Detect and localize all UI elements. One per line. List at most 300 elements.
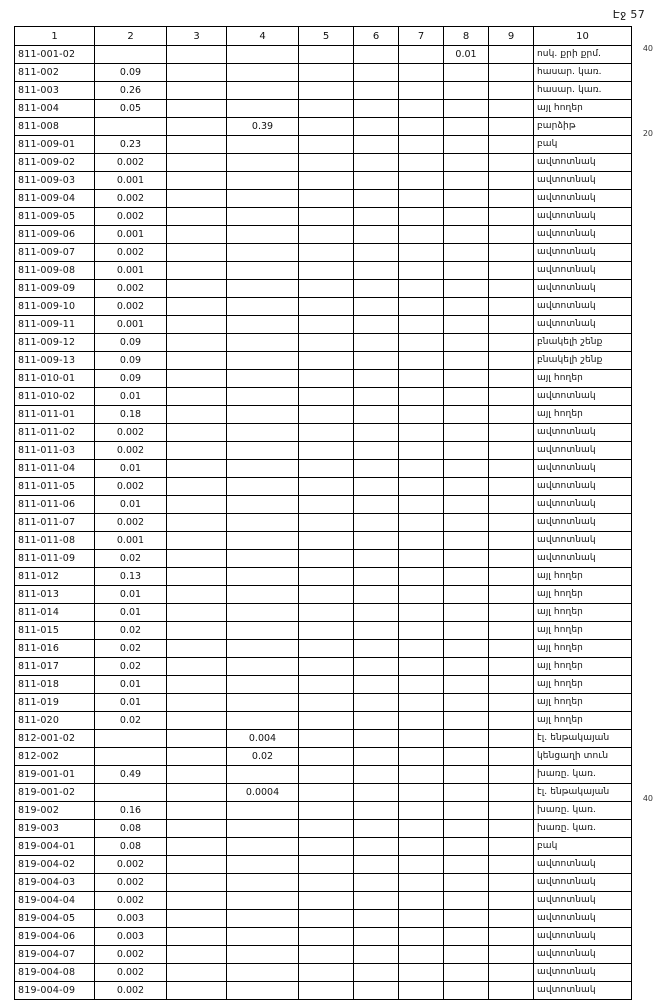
cell-value-5 xyxy=(299,838,354,856)
cell-value-2: 0.002 xyxy=(95,892,167,910)
cell-value-9 xyxy=(489,370,534,388)
cell-value-7 xyxy=(399,352,444,370)
cell-value-7 xyxy=(399,604,444,622)
cell-value-9 xyxy=(489,352,534,370)
cell-value-2: 0.002 xyxy=(95,154,167,172)
cell-value-2: 0.01 xyxy=(95,388,167,406)
cell-value-8 xyxy=(444,928,489,946)
cell-value-5 xyxy=(299,154,354,172)
cell-land-type: կենցաղի տուն xyxy=(534,748,632,766)
cell-value-7 xyxy=(399,298,444,316)
cell-value-7 xyxy=(399,802,444,820)
cell-value-9 xyxy=(489,64,534,82)
cell-value-3 xyxy=(167,568,227,586)
cell-value-5 xyxy=(299,550,354,568)
table-row xyxy=(15,802,632,820)
cell-code: 819-004-03 xyxy=(15,874,95,892)
cell-value-4 xyxy=(227,424,299,442)
cell-value-3 xyxy=(167,694,227,712)
cell-value-3 xyxy=(167,892,227,910)
cell-value-5 xyxy=(299,802,354,820)
cell-value-4: 0.02 xyxy=(227,748,299,766)
cell-value-9 xyxy=(489,262,534,280)
cell-value-8 xyxy=(444,856,489,874)
cell-value-8 xyxy=(444,658,489,676)
cell-value-6 xyxy=(354,514,399,532)
cell-value-7 xyxy=(399,388,444,406)
cell-code: 811-016 xyxy=(15,640,95,658)
table-row xyxy=(15,676,632,694)
cell-land-type: ավտոտնակ xyxy=(534,514,632,532)
cell-value-9 xyxy=(489,622,534,640)
cell-value-9 xyxy=(489,712,534,730)
cell-value-2 xyxy=(95,118,167,136)
cell-value-4 xyxy=(227,676,299,694)
cell-value-2: 0.001 xyxy=(95,262,167,280)
cell-value-5 xyxy=(299,262,354,280)
cell-value-5 xyxy=(299,856,354,874)
cell-code: 819-001-02 xyxy=(15,784,95,802)
cell-land-type: ավտոտնակ xyxy=(534,964,632,982)
cell-value-5 xyxy=(299,892,354,910)
column-header-10: 10 xyxy=(534,27,632,46)
cell-value-6 xyxy=(354,334,399,352)
cell-value-5 xyxy=(299,424,354,442)
cell-value-4 xyxy=(227,46,299,64)
cell-code: 811-009-13 xyxy=(15,352,95,370)
cell-value-2: 0.02 xyxy=(95,712,167,730)
cell-value-6 xyxy=(354,982,399,1000)
cell-value-3 xyxy=(167,388,227,406)
cell-value-6 xyxy=(354,298,399,316)
cell-value-7 xyxy=(399,928,444,946)
cell-value-9 xyxy=(489,748,534,766)
table-row xyxy=(15,82,632,100)
cell-value-4 xyxy=(227,226,299,244)
cell-value-7 xyxy=(399,64,444,82)
cell-value-8 xyxy=(444,496,489,514)
cell-value-4 xyxy=(227,838,299,856)
cell-value-2: 0.003 xyxy=(95,928,167,946)
cell-value-5 xyxy=(299,100,354,118)
cell-value-8 xyxy=(444,262,489,280)
cell-value-3 xyxy=(167,658,227,676)
cell-value-9 xyxy=(489,424,534,442)
cell-code: 819-004-05 xyxy=(15,910,95,928)
cell-land-type: բարձիթ xyxy=(534,118,632,136)
cell-value-5 xyxy=(299,496,354,514)
cell-value-6 xyxy=(354,838,399,856)
column-header-1: 1 xyxy=(15,27,95,46)
cell-value-4 xyxy=(227,982,299,1000)
cell-value-7 xyxy=(399,874,444,892)
cell-value-9 xyxy=(489,730,534,748)
cell-value-5 xyxy=(299,820,354,838)
cell-code: 811-011-04 xyxy=(15,460,95,478)
cell-value-4 xyxy=(227,64,299,82)
cell-value-4 xyxy=(227,856,299,874)
cell-value-9 xyxy=(489,136,534,154)
cell-value-5 xyxy=(299,352,354,370)
cell-code: 819-004-02 xyxy=(15,856,95,874)
cell-value-7 xyxy=(399,154,444,172)
cell-code: 811-008 xyxy=(15,118,95,136)
cell-value-2: 0.002 xyxy=(95,946,167,964)
table-row xyxy=(15,226,632,244)
cell-value-9 xyxy=(489,514,534,532)
cell-value-9 xyxy=(489,316,534,334)
cell-value-3 xyxy=(167,244,227,262)
cell-value-3 xyxy=(167,748,227,766)
cell-code: 811-009-12 xyxy=(15,334,95,352)
cell-value-9 xyxy=(489,604,534,622)
cell-land-type: այլ հողեր xyxy=(534,622,632,640)
cell-land-type: ավտոտնակ xyxy=(534,442,632,460)
cell-value-2: 0.01 xyxy=(95,460,167,478)
cell-value-2: 0.001 xyxy=(95,226,167,244)
cell-value-8 xyxy=(444,784,489,802)
cell-value-5 xyxy=(299,190,354,208)
cell-value-3 xyxy=(167,586,227,604)
cell-land-type: բակ xyxy=(534,136,632,154)
cell-value-8 xyxy=(444,460,489,478)
cell-value-2: 0.003 xyxy=(95,910,167,928)
cell-value-6 xyxy=(354,820,399,838)
cell-value-4 xyxy=(227,712,299,730)
cell-code: 819-002 xyxy=(15,802,95,820)
cell-value-6 xyxy=(354,730,399,748)
cell-land-type: հասար. կառ. xyxy=(534,64,632,82)
cell-value-4 xyxy=(227,172,299,190)
cell-value-8 xyxy=(444,406,489,424)
cell-value-3 xyxy=(167,406,227,424)
cell-value-2 xyxy=(95,784,167,802)
cell-value-5 xyxy=(299,964,354,982)
cell-code: 811-011-08 xyxy=(15,532,95,550)
cell-value-6 xyxy=(354,46,399,64)
table-header xyxy=(15,27,632,46)
cell-value-5 xyxy=(299,388,354,406)
table-row xyxy=(15,118,632,136)
cell-value-6 xyxy=(354,748,399,766)
cell-value-3 xyxy=(167,820,227,838)
table-row xyxy=(15,532,632,550)
cell-value-8 xyxy=(444,730,489,748)
cell-land-type: ավտոտնակ xyxy=(534,892,632,910)
cell-value-9 xyxy=(489,244,534,262)
table-row xyxy=(15,586,632,604)
cell-value-7 xyxy=(399,226,444,244)
cell-value-9 xyxy=(489,856,534,874)
cell-value-8 xyxy=(444,136,489,154)
cell-value-7 xyxy=(399,748,444,766)
cell-value-7 xyxy=(399,118,444,136)
table-row xyxy=(15,658,632,676)
cell-value-8 xyxy=(444,334,489,352)
table-row xyxy=(15,244,632,262)
cell-land-type: ավտոտնակ xyxy=(534,190,632,208)
cell-value-7 xyxy=(399,46,444,64)
cell-value-8 xyxy=(444,532,489,550)
cell-code: 812-002 xyxy=(15,748,95,766)
cell-value-3 xyxy=(167,46,227,64)
cell-value-4 xyxy=(227,928,299,946)
table-row xyxy=(15,838,632,856)
cell-value-8 xyxy=(444,892,489,910)
table-row xyxy=(15,820,632,838)
cell-code: 811-018 xyxy=(15,676,95,694)
cell-value-3 xyxy=(167,316,227,334)
cell-value-6 xyxy=(354,136,399,154)
cell-value-2: 0.02 xyxy=(95,658,167,676)
cell-value-7 xyxy=(399,640,444,658)
cell-value-9 xyxy=(489,532,534,550)
cell-value-7 xyxy=(399,622,444,640)
cell-value-8 xyxy=(444,910,489,928)
cell-value-6 xyxy=(354,154,399,172)
cell-value-3 xyxy=(167,262,227,280)
table-row xyxy=(15,352,632,370)
cell-value-6 xyxy=(354,568,399,586)
cell-value-5 xyxy=(299,910,354,928)
table-row xyxy=(15,748,632,766)
cell-code: 811-019 xyxy=(15,694,95,712)
cell-value-9 xyxy=(489,550,534,568)
cell-land-type: այլ հողեր xyxy=(534,100,632,118)
cell-code: 811-014 xyxy=(15,604,95,622)
cell-value-6 xyxy=(354,82,399,100)
cell-land-type: ավտոտնակ xyxy=(534,874,632,892)
cell-land-type: խառը. կառ. xyxy=(534,802,632,820)
land-registry-table xyxy=(14,26,632,1000)
table-row xyxy=(15,478,632,496)
table-row xyxy=(15,334,632,352)
cell-value-5 xyxy=(299,64,354,82)
cell-value-4 xyxy=(227,208,299,226)
cell-code: 811-011-06 xyxy=(15,496,95,514)
cell-code: 811-009-02 xyxy=(15,154,95,172)
cell-value-9 xyxy=(489,190,534,208)
cell-land-type: ավտոտնակ xyxy=(534,298,632,316)
cell-value-4 xyxy=(227,532,299,550)
cell-value-3 xyxy=(167,730,227,748)
cell-value-8: 0.01 xyxy=(444,46,489,64)
cell-land-type: այլ հողեր xyxy=(534,586,632,604)
cell-value-2: 0.01 xyxy=(95,694,167,712)
cell-value-5 xyxy=(299,172,354,190)
cell-code: 811-009-11 xyxy=(15,316,95,334)
table-row xyxy=(15,172,632,190)
cell-value-2: 0.002 xyxy=(95,514,167,532)
cell-value-4 xyxy=(227,334,299,352)
table-row xyxy=(15,892,632,910)
table-row xyxy=(15,154,632,172)
cell-value-8 xyxy=(444,982,489,1000)
cell-value-3 xyxy=(167,226,227,244)
cell-value-4 xyxy=(227,244,299,262)
cell-value-4: 0.0004 xyxy=(227,784,299,802)
cell-value-3 xyxy=(167,676,227,694)
cell-land-type: ավտոտնակ xyxy=(534,280,632,298)
cell-value-3 xyxy=(167,856,227,874)
cell-value-4 xyxy=(227,388,299,406)
cell-value-2: 0.05 xyxy=(95,100,167,118)
cell-value-2: 0.002 xyxy=(95,190,167,208)
cell-value-8 xyxy=(444,100,489,118)
cell-value-6 xyxy=(354,802,399,820)
cell-value-3 xyxy=(167,784,227,802)
cell-value-2: 0.001 xyxy=(95,172,167,190)
column-header-8: 8 xyxy=(444,27,489,46)
cell-value-6 xyxy=(354,622,399,640)
cell-land-type: ավտոտնակ xyxy=(534,262,632,280)
cell-value-6 xyxy=(354,406,399,424)
cell-value-2: 0.09 xyxy=(95,352,167,370)
margin-note: 40 xyxy=(642,44,653,53)
cell-code: 811-009-03 xyxy=(15,172,95,190)
cell-value-7 xyxy=(399,334,444,352)
cell-value-8 xyxy=(444,604,489,622)
cell-value-6 xyxy=(354,388,399,406)
table-row xyxy=(15,46,632,64)
cell-code: 811-010-02 xyxy=(15,388,95,406)
cell-value-4 xyxy=(227,190,299,208)
cell-value-4 xyxy=(227,406,299,424)
cell-value-9 xyxy=(489,280,534,298)
cell-value-7 xyxy=(399,496,444,514)
cell-code: 811-012 xyxy=(15,568,95,586)
cell-value-4 xyxy=(227,154,299,172)
cell-value-9 xyxy=(489,676,534,694)
cell-land-type: ավտոտնակ xyxy=(534,928,632,946)
cell-value-2: 0.002 xyxy=(95,280,167,298)
cell-value-7 xyxy=(399,190,444,208)
cell-value-8 xyxy=(444,622,489,640)
cell-land-type: այլ հողեր xyxy=(534,568,632,586)
cell-value-5 xyxy=(299,280,354,298)
cell-value-6 xyxy=(354,64,399,82)
table-row xyxy=(15,568,632,586)
cell-value-8 xyxy=(444,712,489,730)
table-row xyxy=(15,694,632,712)
cell-value-2: 0.01 xyxy=(95,496,167,514)
cell-code: 811-011-03 xyxy=(15,442,95,460)
cell-value-4 xyxy=(227,964,299,982)
cell-value-4 xyxy=(227,478,299,496)
cell-value-6 xyxy=(354,100,399,118)
cell-value-9 xyxy=(489,46,534,64)
cell-value-3 xyxy=(167,550,227,568)
cell-value-2: 0.26 xyxy=(95,82,167,100)
cell-value-4 xyxy=(227,514,299,532)
cell-code: 819-003 xyxy=(15,820,95,838)
cell-value-6 xyxy=(354,496,399,514)
table-row xyxy=(15,64,632,82)
cell-value-5 xyxy=(299,568,354,586)
cell-land-type: խառը. կառ. xyxy=(534,766,632,784)
cell-value-9 xyxy=(489,226,534,244)
cell-value-4 xyxy=(227,694,299,712)
cell-value-9 xyxy=(489,172,534,190)
cell-value-6 xyxy=(354,460,399,478)
column-header-3: 3 xyxy=(167,27,227,46)
cell-value-8 xyxy=(444,226,489,244)
cell-value-9 xyxy=(489,802,534,820)
cell-value-8 xyxy=(444,280,489,298)
cell-value-2: 0.49 xyxy=(95,766,167,784)
table-row xyxy=(15,514,632,532)
cell-value-5 xyxy=(299,532,354,550)
cell-value-7 xyxy=(399,712,444,730)
cell-land-type: էլ. ենթակայան xyxy=(534,784,632,802)
cell-value-8 xyxy=(444,244,489,262)
cell-value-9 xyxy=(489,442,534,460)
cell-value-3 xyxy=(167,154,227,172)
cell-value-7 xyxy=(399,532,444,550)
cell-land-type: ավտոտնակ xyxy=(534,946,632,964)
table-body xyxy=(15,46,632,1000)
cell-land-type: այլ հողեր xyxy=(534,712,632,730)
cell-value-8 xyxy=(444,316,489,334)
cell-value-6 xyxy=(354,964,399,982)
cell-value-4 xyxy=(227,658,299,676)
cell-code: 811-009-10 xyxy=(15,298,95,316)
cell-value-2: 0.16 xyxy=(95,802,167,820)
table-row xyxy=(15,622,632,640)
cell-code: 819-004-01 xyxy=(15,838,95,856)
cell-code: 811-009-01 xyxy=(15,136,95,154)
cell-value-3 xyxy=(167,712,227,730)
cell-value-7 xyxy=(399,910,444,928)
cell-value-7 xyxy=(399,586,444,604)
cell-value-7 xyxy=(399,244,444,262)
cell-code: 811-002 xyxy=(15,64,95,82)
cell-value-3 xyxy=(167,442,227,460)
cell-value-4 xyxy=(227,568,299,586)
cell-value-2: 0.002 xyxy=(95,478,167,496)
column-header-7: 7 xyxy=(399,27,444,46)
cell-value-3 xyxy=(167,802,227,820)
cell-value-3 xyxy=(167,82,227,100)
cell-land-type: բնակելի շենք xyxy=(534,352,632,370)
cell-code: 811-001-02 xyxy=(15,46,95,64)
cell-land-type: ավտոտնակ xyxy=(534,982,632,1000)
cell-value-7 xyxy=(399,460,444,478)
cell-value-5 xyxy=(299,334,354,352)
cell-value-4 xyxy=(227,316,299,334)
cell-value-4 xyxy=(227,550,299,568)
cell-value-7 xyxy=(399,424,444,442)
table-row xyxy=(15,964,632,982)
cell-value-6 xyxy=(354,694,399,712)
cell-value-6 xyxy=(354,676,399,694)
cell-value-7 xyxy=(399,514,444,532)
cell-value-6 xyxy=(354,550,399,568)
cell-code: 811-011-09 xyxy=(15,550,95,568)
cell-value-9 xyxy=(489,334,534,352)
cell-value-6 xyxy=(354,424,399,442)
cell-value-3 xyxy=(167,874,227,892)
cell-value-9 xyxy=(489,208,534,226)
cell-value-2 xyxy=(95,46,167,64)
cell-value-5 xyxy=(299,784,354,802)
cell-value-6 xyxy=(354,226,399,244)
cell-value-6 xyxy=(354,370,399,388)
cell-value-6 xyxy=(354,280,399,298)
cell-value-2: 0.09 xyxy=(95,370,167,388)
cell-value-8 xyxy=(444,64,489,82)
margin-note: 40 xyxy=(642,794,653,803)
